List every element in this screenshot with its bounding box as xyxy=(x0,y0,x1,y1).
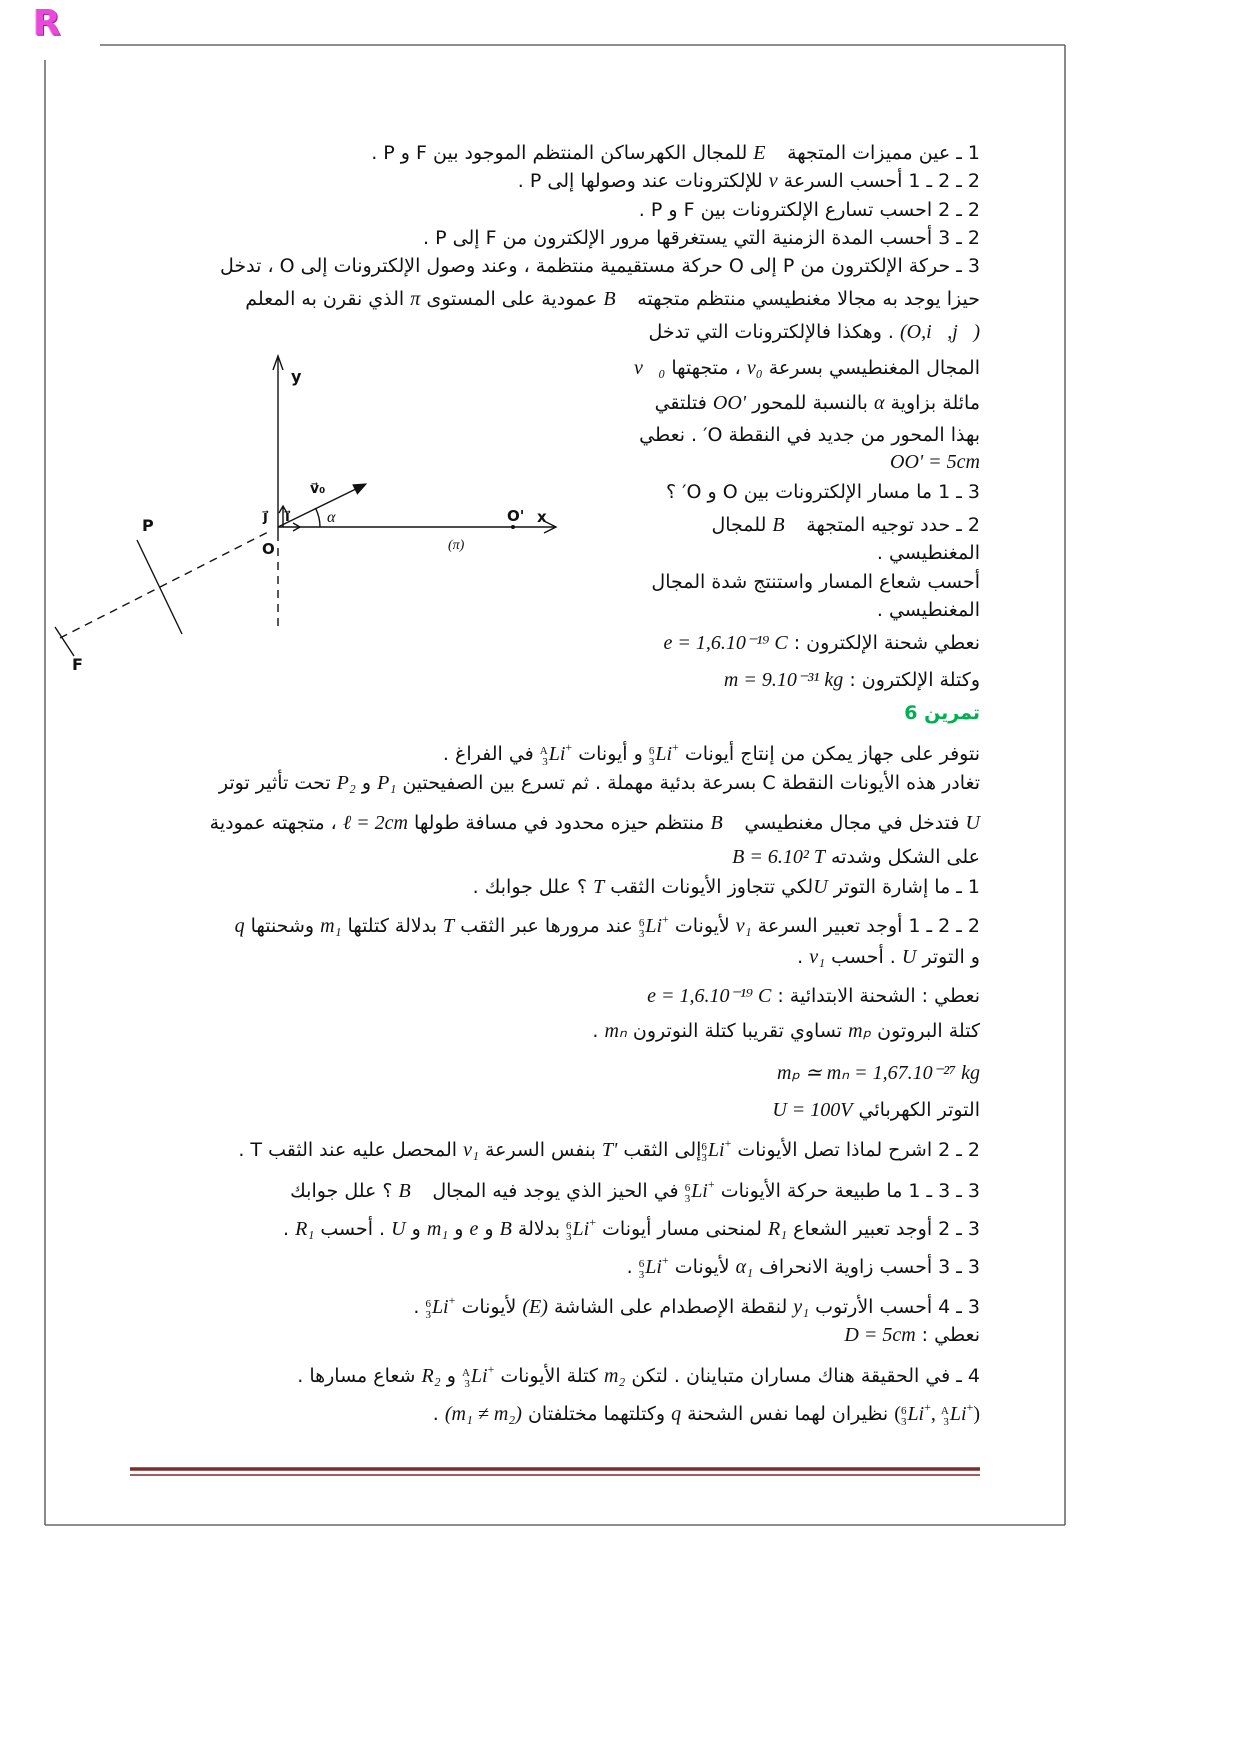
math-expression: R₂ xyxy=(421,1365,441,1387)
ion-charge: + xyxy=(672,740,679,754)
text-run: شعاع مسارها . xyxy=(297,1365,422,1387)
text-run: وشحنتها xyxy=(244,915,321,937)
text-run: 2 ـ 2 ـ 1 أحسب السرعة xyxy=(777,170,980,192)
math-expression: D = 5cm xyxy=(844,1324,916,1346)
ion-charge: + xyxy=(924,1400,931,1414)
question-2-3-line xyxy=(423,223,980,253)
ex6-question-3-2-line xyxy=(283,1207,980,1243)
math-expression: v xyxy=(768,170,778,192)
math-expression: v⃗₀ xyxy=(633,357,666,379)
nuclide-symbol xyxy=(701,1136,732,1164)
math-expression: e = 1,6.10⁻¹⁹ C xyxy=(647,985,772,1007)
atomic-number: 3 xyxy=(684,1193,691,1205)
math-expression: v₁ xyxy=(735,915,752,937)
text-run: منتظم حيزه محدود في مسافة طولها xyxy=(408,812,711,834)
plate-f xyxy=(55,627,74,656)
math-expression: U xyxy=(813,876,828,898)
part-3-frame-line xyxy=(648,317,980,347)
element-symbol: Li xyxy=(907,1403,925,1425)
ex6-question-1-line xyxy=(473,872,980,902)
element-symbol: Li xyxy=(645,915,663,937)
ex6-field-strength-line xyxy=(732,842,980,872)
text-run: 3 ـ 1 ما مسار الإلكترونات بين O و O′ ؟ xyxy=(666,481,980,503)
math-expression: v₁ xyxy=(463,1139,479,1161)
mass-number: 6 xyxy=(900,1405,907,1417)
text-run: كتلة الأيونات xyxy=(494,1365,604,1387)
plane-label: (π) xyxy=(448,538,465,553)
text-run: إلى الثقب xyxy=(617,1139,702,1161)
plate-f-label: F xyxy=(72,655,83,674)
mass-number: A xyxy=(940,1405,949,1417)
math-expression: mₙ xyxy=(604,1020,627,1042)
ex6-question-3-3-line xyxy=(626,1245,980,1281)
math-expression: U xyxy=(965,812,980,834)
element-symbol: Li xyxy=(707,1139,725,1161)
text-run: و xyxy=(405,1218,427,1240)
math-expression: P₂ xyxy=(336,772,356,794)
text-run: 3 ـ 4 أحسب الأرتوب xyxy=(809,1296,980,1318)
math-expression: m₂ xyxy=(603,1365,626,1387)
ion-charge: + xyxy=(661,1253,669,1267)
text-run: نعطي : xyxy=(915,1324,980,1346)
math-expression: q xyxy=(234,915,245,937)
math-expression: ) xyxy=(973,1403,980,1425)
ion-charge: + xyxy=(565,740,573,754)
ex6-acceleration-line xyxy=(219,768,980,798)
math-expression: B⃗ xyxy=(772,514,801,536)
element-symbol: Li xyxy=(655,743,673,765)
ex6-question-3-4-line xyxy=(413,1285,980,1321)
question-3-radius-line xyxy=(651,567,980,597)
electron-deflection-figure xyxy=(40,340,600,680)
nuclide-symbol xyxy=(539,740,573,768)
math-expression: α₁ xyxy=(735,1256,754,1278)
atomic-number: 3 xyxy=(464,1378,470,1390)
text-run: المغنطيسي . xyxy=(876,542,980,564)
text-run: 2 ـ 3 أحسب المدة الزمنية التي يستغرقها مرور الإلكترون من F إلى P . xyxy=(423,227,980,249)
text-run: 1 ـ ما إشارة التوتر xyxy=(827,876,980,898)
part-3-meet-line xyxy=(639,420,980,450)
text-run: و xyxy=(448,1218,470,1240)
text-run: المجال المغنطيسي بسرعة xyxy=(762,357,980,379)
ex6-mass-value-line xyxy=(777,1058,980,1088)
text-run: 2 ـ 2 احسب تسارع الإلكترونات بين F و P . xyxy=(638,199,980,221)
math-expression: T' xyxy=(601,1139,618,1161)
ion-charge: + xyxy=(487,1362,495,1376)
origin-label: O xyxy=(262,540,275,558)
given-mass-line xyxy=(724,665,980,695)
text-run: المحصل عليه عند الثقب T . xyxy=(238,1139,464,1161)
math-expression: ℓ = 2cm xyxy=(342,812,408,834)
text-run: في الفراغ . xyxy=(442,743,540,765)
given-charge-line xyxy=(663,628,980,658)
nuclide-symbol xyxy=(684,1177,715,1205)
text-run: للمجال xyxy=(711,514,773,536)
velocity-arrowhead xyxy=(353,484,366,494)
question-3-1-line xyxy=(666,477,980,507)
mass-number: 6 xyxy=(701,1141,707,1153)
math-expression: e xyxy=(469,1218,479,1240)
element-symbol: Li xyxy=(572,1218,590,1240)
nuclide-symbol xyxy=(566,1215,596,1243)
math-expression: y₁ xyxy=(793,1296,810,1318)
text-run: بدلالة xyxy=(511,1218,567,1240)
text-run: 2 ـ 2 ـ 1 أوجد تعبير السرعة xyxy=(751,915,980,937)
text-run: . xyxy=(432,1403,445,1425)
text-run: . أحسب xyxy=(314,1218,392,1240)
nuclide-symbol xyxy=(648,740,679,768)
math-expression: (E) xyxy=(522,1296,548,1318)
ex6-voltage-line xyxy=(772,1095,980,1125)
text-run: وكتلة الإلكترون : xyxy=(843,669,980,691)
math-group xyxy=(894,1400,980,1428)
math-expression: v₀ xyxy=(746,357,763,379)
text-run: مائلة بزاوية xyxy=(884,392,980,414)
math-expression: v₁ xyxy=(809,946,826,968)
mass-number: 6 xyxy=(684,1182,691,1194)
text-run: تغادر هذه الأيونات النقطة C بسرعة بدئية مهملة . ثم تسرع بين الصفيحتين xyxy=(396,772,980,794)
o-prime-point xyxy=(511,525,515,529)
ex6-question-2-1-line xyxy=(234,904,980,940)
question-3-2-line xyxy=(711,510,980,540)
question-1-line xyxy=(371,138,980,168)
mass-number: A xyxy=(539,745,548,757)
ex6-isotopes-line xyxy=(432,1392,980,1428)
math-expression: B = 6.10² T xyxy=(732,846,825,868)
nuclide-symbol xyxy=(940,1400,974,1428)
text-run: تحت تأثير توتر xyxy=(218,772,337,794)
math-expression: B⃗ xyxy=(398,1180,427,1202)
mass-number: 6 xyxy=(638,917,645,929)
text-run: نظيران لهما نفس الشحنة xyxy=(681,1403,895,1425)
math-expression: P₁ xyxy=(377,772,397,794)
nuclide-prefix xyxy=(685,1183,691,1205)
nuclide-prefix xyxy=(901,1406,907,1428)
nuclide-prefix xyxy=(649,746,655,768)
nuclide-symbol xyxy=(461,1362,495,1390)
text-run: تساوي تقريبا كتلة النوترون xyxy=(626,1020,849,1042)
part-3-intro-line xyxy=(220,251,980,281)
ex6-intro-line xyxy=(442,732,980,768)
text-run: على الشكل وشدته xyxy=(824,846,980,868)
nuclide-prefix xyxy=(540,746,548,768)
electron-path-dashed xyxy=(60,530,272,638)
nuclide-prefix xyxy=(941,1406,949,1428)
math-expression: ( xyxy=(894,1403,901,1425)
mass-number: 6 xyxy=(638,1258,645,1270)
ex6-field-line xyxy=(210,808,980,838)
unit-i-label: i⃗ xyxy=(285,509,290,525)
question-2-1-line xyxy=(518,166,980,196)
question-3-radius-cont-line xyxy=(877,595,980,625)
element-symbol: Li xyxy=(548,743,566,765)
text-run: لكي تتجاوز الأيونات الثقب xyxy=(604,876,814,898)
atomic-number: 3 xyxy=(542,756,548,768)
mass-number: 6 xyxy=(566,1220,572,1232)
ion-charge: + xyxy=(707,1177,715,1191)
ex6-given-charge-line xyxy=(647,981,980,1011)
text-run: وكتلتهما مختلفتان xyxy=(521,1403,672,1425)
atomic-number: 3 xyxy=(638,928,645,940)
text-run: و xyxy=(440,1365,462,1387)
nuclide-symbol xyxy=(638,912,669,940)
part-3-velocity-line xyxy=(634,353,980,383)
text-run: 1 ـ عين مميزات المتجهة xyxy=(781,142,980,164)
text-run: فتلتقي xyxy=(654,392,713,414)
text-run: ، متجهتها xyxy=(665,357,747,379)
math-expression: T xyxy=(443,915,455,937)
plate-p xyxy=(137,540,182,634)
text-run: لأيونات xyxy=(455,1296,523,1318)
text-run: و التوتر xyxy=(916,946,980,968)
text-run: 3 ـ حركة الإلكترون من P إلى O حركة مستقيمية منتظمة ، وعند وصول الإلكترونات إلى O ، تدخل xyxy=(220,255,980,277)
text-run: . xyxy=(626,1256,639,1278)
math-expression: , xyxy=(930,1403,941,1425)
math-expression: e = 1,6.10⁻¹⁹ C xyxy=(663,632,788,654)
math-expression: α xyxy=(873,392,885,414)
atomic-number: 3 xyxy=(943,1416,949,1428)
text-run: و xyxy=(478,1218,500,1240)
text-run: كتلة البروتون xyxy=(871,1020,980,1042)
math-expression: m₁ xyxy=(426,1218,449,1240)
text-run: . أحسب xyxy=(825,946,902,968)
text-run: بنفس السرعة xyxy=(478,1139,602,1161)
ex6-question-3-1-line xyxy=(290,1169,980,1205)
nuclide-prefix xyxy=(566,1221,572,1243)
nuclide-prefix xyxy=(639,918,645,940)
atomic-number: 3 xyxy=(638,1269,645,1281)
text-run: نعطي شحنة الإلكترون : xyxy=(787,632,980,654)
mass-number: A xyxy=(461,1367,470,1379)
ion-charge: + xyxy=(589,1215,596,1229)
text-run: الذي نقرن به المعلم xyxy=(245,288,411,310)
unit-j-label: j⃗ xyxy=(263,509,268,525)
math-expression: E⃗ xyxy=(753,142,782,164)
text-run: لأيونات xyxy=(668,1256,736,1278)
text-run: . وهكذا فالإلكترونات التي تدخل xyxy=(648,321,900,343)
text-run: لأيونات xyxy=(668,915,736,937)
text-run: حيزا يوجد به مجالا مغنطيسي منتظم متجهته xyxy=(631,288,980,310)
text-run: في الحيز الذي يوجد فيه المجال xyxy=(426,1180,685,1202)
angle-arc xyxy=(316,509,320,527)
text-run: ، متجهته عمودية xyxy=(209,812,343,834)
mass-number: 6 xyxy=(425,1298,431,1310)
text-run: . xyxy=(797,946,810,968)
element-symbol: Li xyxy=(470,1365,488,1387)
x-axis-label: x xyxy=(537,508,547,526)
text-run: ؟ علل جوابك . xyxy=(472,876,594,898)
text-run: بهذا المحور من جديد في النقطة O′ . نعطي xyxy=(639,424,980,446)
math-expression: OO' = 5cm xyxy=(890,451,980,473)
math-expression: B⃗ xyxy=(710,812,739,834)
text-run: و أيونات xyxy=(572,743,649,765)
text-run: 2 ـ 2 اشرح لماذا تصل الأيونات xyxy=(731,1139,980,1161)
given-distance-line xyxy=(890,447,980,477)
text-run: 2 ـ حدد توجيه المتجهة xyxy=(800,514,980,536)
math-expression: T xyxy=(593,876,605,898)
text-run: نعطي : الشحنة الابتدائية : xyxy=(771,985,980,1007)
text-run: ؟ علل جوابك xyxy=(290,1180,399,1202)
text-run: المغنطيسي . xyxy=(876,599,980,621)
text-run: 4 ـ في الحقيقة هناك مساران متباينان . لتكن xyxy=(625,1365,980,1387)
text-run: لمنحنى مسار أيونات xyxy=(596,1218,768,1240)
atomic-number: 3 xyxy=(425,1309,431,1321)
text-run: عمودية على المستوى xyxy=(420,288,604,310)
text-run: 3 ـ 2 أوجد تعبير الشعاع xyxy=(787,1218,980,1240)
text-run: عند مرورها عبر الثقب xyxy=(454,915,639,937)
nuclide-symbol xyxy=(900,1400,931,1428)
velocity-label: v⃗₀ xyxy=(310,481,326,497)
atomic-number: 3 xyxy=(701,1152,707,1164)
exercise-title: تمرين 6 xyxy=(904,702,980,724)
text-run: و xyxy=(355,772,378,794)
text-run: للمجال الكهرساكن المنتظم الموجود بين F و P . xyxy=(371,142,754,164)
text-run: بالنسبة للمحور xyxy=(746,392,874,414)
text-run: بدلالة كتلتها xyxy=(341,915,444,937)
o-prime-label: O' xyxy=(507,507,525,525)
element-symbol: Li xyxy=(949,1403,967,1425)
ex6-given-distance-line xyxy=(844,1320,980,1350)
question-2-2-line xyxy=(639,195,980,225)
nuclide-symbol xyxy=(638,1253,669,1281)
math-expression: q xyxy=(671,1403,682,1425)
math-expression: m₁ xyxy=(320,915,342,937)
atomic-number: 3 xyxy=(900,1416,907,1428)
ion-charge: + xyxy=(966,1400,974,1414)
question-3-2-cont-line xyxy=(877,538,980,568)
math-expression: π xyxy=(410,288,421,310)
logo-letter: R xyxy=(33,3,61,44)
ex6-question-2-2-line xyxy=(238,1128,980,1164)
math-expression: (O,i⃗,j⃗) xyxy=(900,321,980,343)
math-expression: B xyxy=(499,1218,512,1240)
angle-label: α xyxy=(327,509,336,526)
math-expression: R₁ xyxy=(295,1218,315,1240)
text-run: 3 ـ 3 ـ 1 ما طبيعة حركة الأيونات xyxy=(714,1180,980,1202)
ex6-question-2-1-cont-line xyxy=(797,942,980,972)
y-axis-label: y xyxy=(291,367,302,386)
nuclide-prefix xyxy=(425,1299,431,1321)
nuclide-prefix xyxy=(462,1368,470,1390)
math-expression: R₁ xyxy=(767,1218,788,1240)
math-expression: B⃗ xyxy=(603,288,632,310)
plate-p-label: P xyxy=(142,516,154,535)
nuclide-symbol xyxy=(425,1293,456,1321)
text-run: التوتر الكهربائي xyxy=(852,1099,980,1121)
ex6-question-4-line xyxy=(297,1354,980,1390)
math-expression: (m₁ ≠ m₂) xyxy=(444,1403,522,1425)
part-3-angle-line xyxy=(655,388,980,418)
ex6-proton-mass-line xyxy=(592,1016,980,1046)
ion-charge: + xyxy=(448,1293,456,1307)
text-run: أحسب شعاع المسار واستنتج شدة المجال xyxy=(651,571,980,593)
part-3-field-line xyxy=(245,284,980,314)
mass-number: 6 xyxy=(648,745,655,757)
math-expression: mₚ ≃ mₙ = 1,67.10⁻²⁷ kg xyxy=(776,1062,980,1084)
text-run: 3 ـ 3 أحسب زاوية الانحراف xyxy=(753,1256,980,1278)
text-run: للإلكترونات عند وصولها إلى P . xyxy=(517,170,769,192)
math-expression: OO' xyxy=(712,392,747,414)
element-symbol: Li xyxy=(431,1296,449,1318)
math-expression: m = 9.10⁻³¹ kg xyxy=(723,669,844,691)
text-run: . xyxy=(283,1218,296,1240)
atomic-number: 3 xyxy=(648,756,655,768)
math-expression: U xyxy=(901,946,917,968)
nuclide-prefix xyxy=(701,1142,707,1164)
math-expression: mₚ xyxy=(848,1020,872,1042)
ion-charge: + xyxy=(724,1136,732,1150)
text-run: فتدخل في مجال مغنطيسي xyxy=(738,812,966,834)
element-symbol: Li xyxy=(645,1256,662,1278)
text-run: نتوفر على جهاز يمكن من إنتاج أيونات xyxy=(678,743,980,765)
text-run: . xyxy=(413,1296,426,1318)
ion-charge: + xyxy=(662,912,669,926)
math-expression: U = 100V xyxy=(772,1099,853,1121)
text-run: لنقطة الإصطدام على الشاشة xyxy=(547,1296,794,1318)
math-expression: U xyxy=(391,1218,406,1240)
element-symbol: Li xyxy=(691,1180,708,1202)
nuclide-prefix xyxy=(639,1259,645,1281)
atomic-number: 3 xyxy=(566,1231,572,1243)
text-run: . xyxy=(592,1020,605,1042)
